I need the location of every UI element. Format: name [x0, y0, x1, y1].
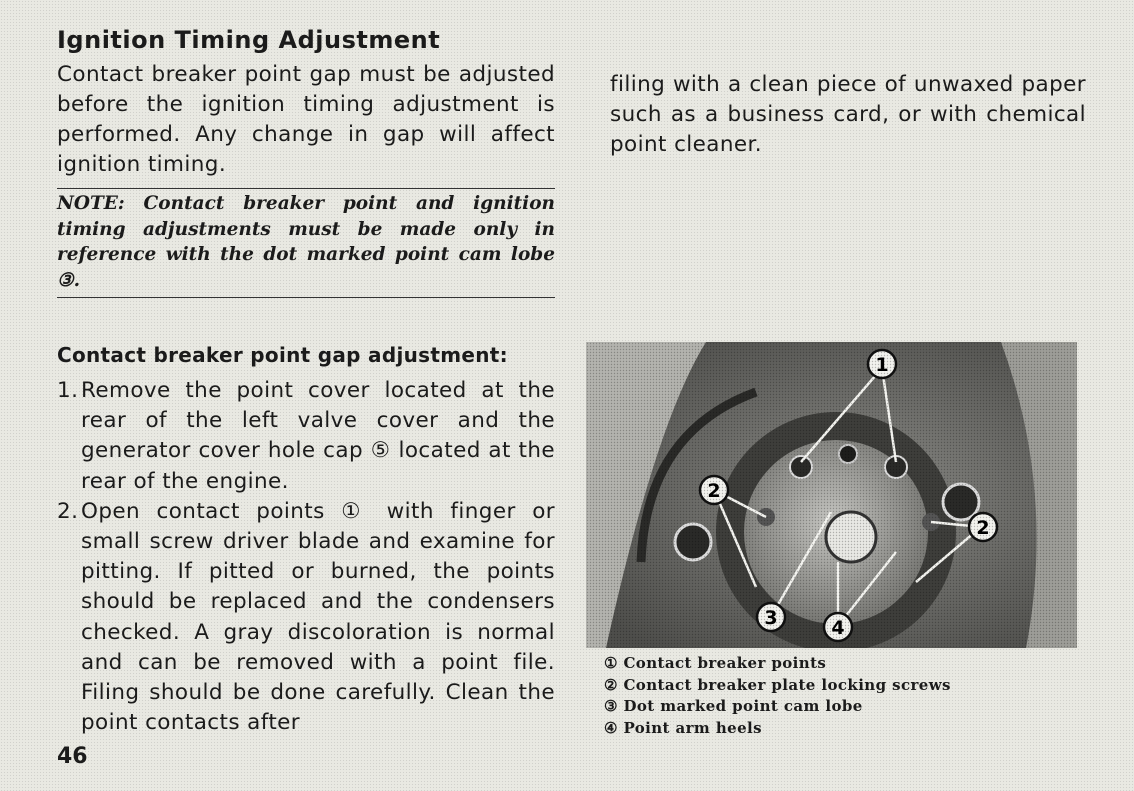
contact-breaker-photo [586, 342, 1077, 648]
caption-item: ① Contact breaker points [604, 654, 827, 672]
list-item [57, 376, 555, 497]
steps-list [57, 376, 555, 738]
continuation-paragraph: filing with a clean piece of unwaxed paper such as a business card, or with chemical point cleaner. [610, 72, 1086, 157]
intro-paragraph: Contact breaker point gap must be adjusted before the ignition timing adjustment is performed. Any change in gap will affect ignition timing. [57, 62, 555, 177]
step-text: Open contact points ① with finger or small screw driver blade and examine for pitting. If pitted or burned, the points should be replaced and the condensers checked. A gray discoloration is normal and can be removed with a point file. Filing should be done carefully. Clean the point contacts after [81, 498, 555, 736]
figure-captions [604, 653, 951, 739]
step-number: 2. [57, 498, 79, 524]
left-column [57, 26, 555, 298]
page-number: 46 [57, 744, 88, 769]
list-item [57, 497, 555, 739]
halftone-overlay [586, 342, 1077, 648]
right-column [610, 70, 1086, 160]
caption-item: ② Contact breaker plate locking screws [604, 675, 951, 694]
note-box: NOTE: Contact breaker point and ignition timing adjustments must be made only in reference with the dot marked point cam lobe ③. [57, 188, 555, 298]
caption-item: ③ Dot marked point cam lobe [604, 697, 863, 715]
step-text: Remove the point cover located at the rear of the left valve cover and the generator cover hole cap ⑤ located at the rear of the engine. [81, 378, 555, 494]
page-heading: Ignition Timing Adjustment [57, 26, 441, 54]
section-subheading: Contact breaker point gap adjustment: [57, 343, 508, 367]
caption-item: ④ Point arm heels [604, 718, 762, 737]
step-number: 1. [57, 378, 79, 403]
